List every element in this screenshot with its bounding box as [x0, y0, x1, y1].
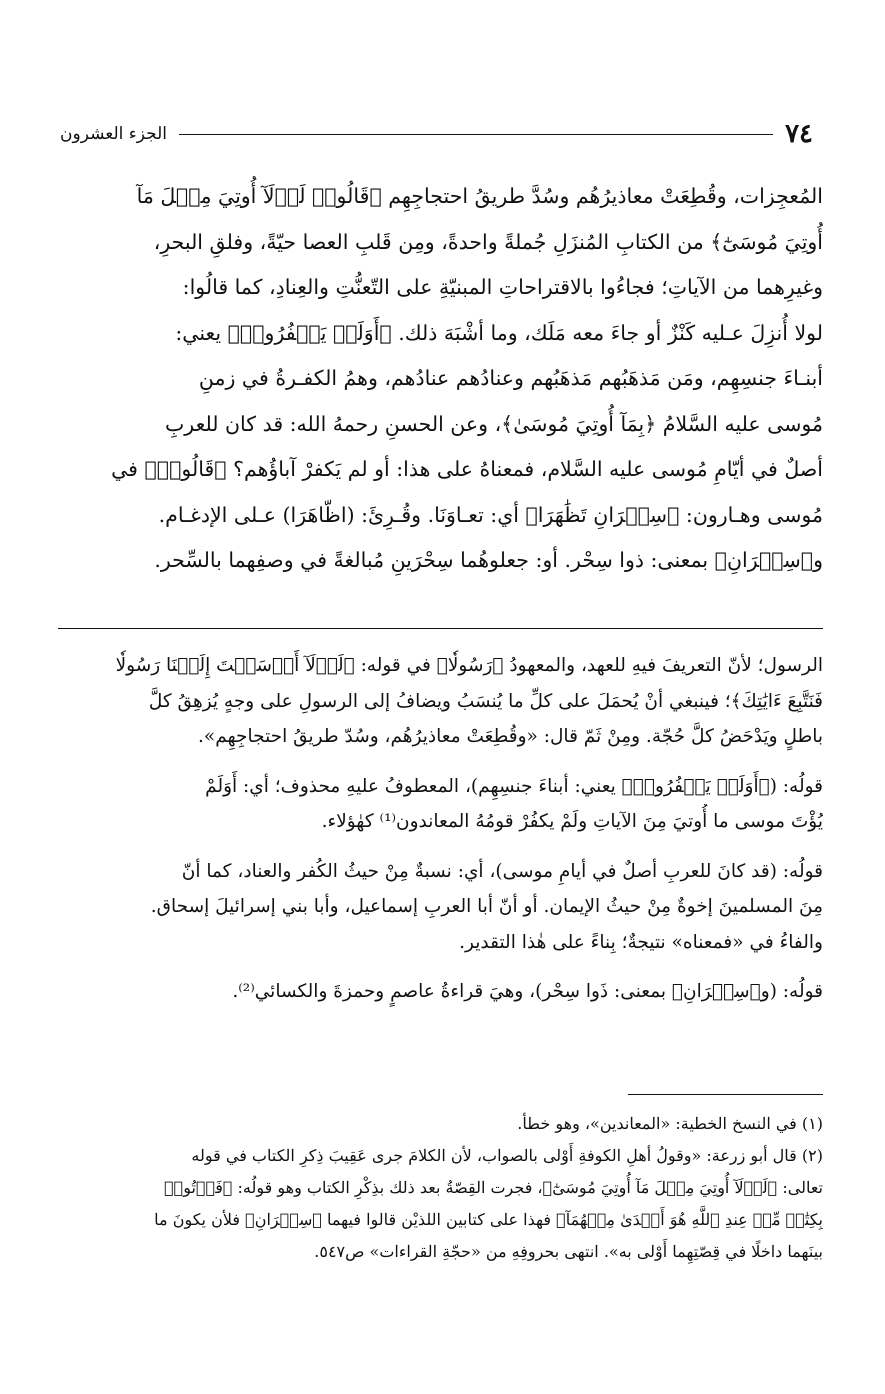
- main-line: أُوتِيَ مُوسَىٰٓ﴾ من الكتابِ المُنزَلِ جُملةً واحدةً، ومِن قَلبِ العصا حيّةً، وفلقِ البحرِ،: [153, 229, 823, 254]
- commentary-line: قولُه: (﴿أَوَلَمۡ يَكۡفُرُوا۟﴾ يعني: أبناءَ جنسِهِم)، المعطوفُ عليهِ محذوف؛ أي: أَوَلَمْ: [205, 775, 823, 797]
- main-line: أصلٌ في أيّامِ مُوسى عليه السَّلام، فمعناهُ على هذا: أو لم يَكفرْ آباؤُهم؟ ﴿قَالُوا۟﴾ في: [111, 457, 823, 481]
- commentary-paragraph: [58, 769, 823, 840]
- commentary-line: باطلٍ ويَدْحَضُ كلَّ حُجّة. ومِنْ ثَمّ قال: «وقُطِعَتْ معاذيرُهُم، وسُدّ طريقُ احتجاجِهِم».: [198, 726, 823, 747]
- footnote: [58, 1140, 823, 1268]
- commentary-line: الرسول؛ لأنّ التعريفَ فيهِ للعهد، والمعهودُ ﴿رَسُولٗا﴾ في قوله: ﴿لَوۡلَآ أَرۡسَلۡتَ إِلَيۡنَا رَسُولٗا: [115, 655, 823, 676]
- page-header: [60, 114, 813, 154]
- commentary-line: والفاءُ في «فمعناه» نتيجةٌ؛ بِناءً على هٰذا التقدير.: [459, 931, 823, 953]
- main-line: أبنـاءَ جنسِهِم، ومَن مَذهَبُهم مَذهَبُهم وعنادُهم عنادُهم، وهمُ الكفـرةُ في زمنِ: [198, 366, 823, 390]
- commentary-divider: [58, 628, 823, 629]
- main-line: مُوسى وهـارون: ﴿سِحۡرَانِ تَظَٰهَرَا﴾ أي: تعـاوَنَا. وقُـرِئَ: (اظّاهَرَا) عـلى الإدغـام.: [158, 502, 823, 527]
- page-number: ٧٤: [785, 119, 813, 149]
- commentary-paragraph: [58, 648, 823, 755]
- footnote-divider: [628, 1094, 823, 1095]
- footnotes: [58, 1108, 823, 1268]
- main-line: وغيرِهما من الآياتِ؛ فجاءُوا بالاقتراحاتِ المبنيّةِ على التّعنُّتِ والعِنادِ، كما قالُوا:: [182, 275, 823, 299]
- main-line: و﴿سِحۡرَانِ﴾ بمعنى: ذوا سِحْر. أو: جعلوهُما سِحْرَينِ مُبالغةً في وصفِهما بالسِّحر.: [154, 548, 823, 572]
- footnote-line: (٢) قال أبو زرعة: «وقولُ أهلِ الكوفةِ أَوْلى بالصواب، لأن الكلامَ جرى عَقِيبَ ذِكرِ الكتاب في قوله: [191, 1146, 823, 1165]
- header-rule: [179, 134, 773, 135]
- main-line: لولا أُنزِلَ عـليه كَنْزٌ أو جاءَ معه مَلَك، وما أشْبَهَ ذلك. ﴿أَوَلَمۡ يَكۡفُرُوا۟﴾ يعني:: [175, 320, 823, 345]
- commentary-line: فَنَتَّبِعَ ءَايَٰتِكَ﴾؛ فينبغي أنْ يُحمَلَ على كلِّ ما يُنسَبُ ويضافُ إلى الرسولِ على وجهٍ يُزهِقُ كلَّ: [148, 690, 823, 712]
- commentary-line: قولُه: (و﴿سِحۡرَانِ﴾ بمعنى: ذَوا سِحْر)، وهيَ قراءةُ عاصمٍ وحمزةَ والكسائي⁽²⁾.: [232, 981, 823, 1002]
- footnote-line: بينَهما داخلًا في قِصّتِهِما أَوْلى به». انتهى بحروفِهِ من «حجّةِ القراءات» ص٥٤٧.: [314, 1242, 823, 1261]
- commentary-line: مِنَ المسلمينَ إخوةٌ مِنْ حيثُ الإيمان. أو أنّ أبا العربِ إسماعيل، وأبا بني إسرائيلَ إسحاق.: [150, 896, 823, 917]
- part-title: الجزء العشرون: [60, 124, 167, 144]
- commentary-paragraph: [58, 974, 823, 1010]
- commentary-paragraph: [58, 854, 823, 961]
- main-line: مُوسى عليه السَّلامُ ﴿بِمَآ أُوتِيَ مُوسَىٰ﴾، وعن الحسنِ رحمهُ الله: قد كان للعربِ: [164, 411, 823, 436]
- footnote-line: تعالى: ﴿لَوۡلَآ أُوتِيَ مِثۡلَ مَآ أُوتِيَ مُوسَىٰٓ﴾، فجرت القِصّةُ بعد ذلك بذِكْرِ الكتاب وهو قولُه: ﴿فَأۡتُوا۟: [164, 1178, 823, 1197]
- footnote: [58, 1108, 823, 1140]
- commentary-line: قولُه: (قد كانَ للعربِ أصلٌ في أيامِ موسى)، أي: نسبةٌ مِنْ حيثُ الكُفر والعناد، كما أنّ: [181, 860, 823, 882]
- main-text: [58, 174, 823, 584]
- commentary: [58, 648, 823, 1010]
- footnote-line: بِكِتَٰبٖ مِّنۡ عِندِ ٱللَّهِ هُوَ أَهۡدَىٰ مِنۡهُمَآ﴾ فهذا على كتابين اللذيْن قالوا فيهما ﴿سِحۡرَانِ﴾ فلأن يكونَ ما: [154, 1210, 823, 1229]
- footnote-line: (١) في النسخ الخطية: «المعاندين»، وهو خطأ.: [517, 1114, 823, 1133]
- commentary-line: يُؤْتَ موسى ما أُوتيَ مِنَ الآياتِ ولَمْ يكفُرْ قومُهُ المعاندون⁽¹⁾ كهٰؤلاء.: [321, 811, 823, 832]
- main-line: المُعجِزات، وقُطِعَتْ معاذيرُهُم وسُدَّ طريقُ احتجاجِهِم ﴿قَالُوا۟ لَوۡلَآ أُوتِيَ مِثۡلَ مَآ: [136, 184, 823, 208]
